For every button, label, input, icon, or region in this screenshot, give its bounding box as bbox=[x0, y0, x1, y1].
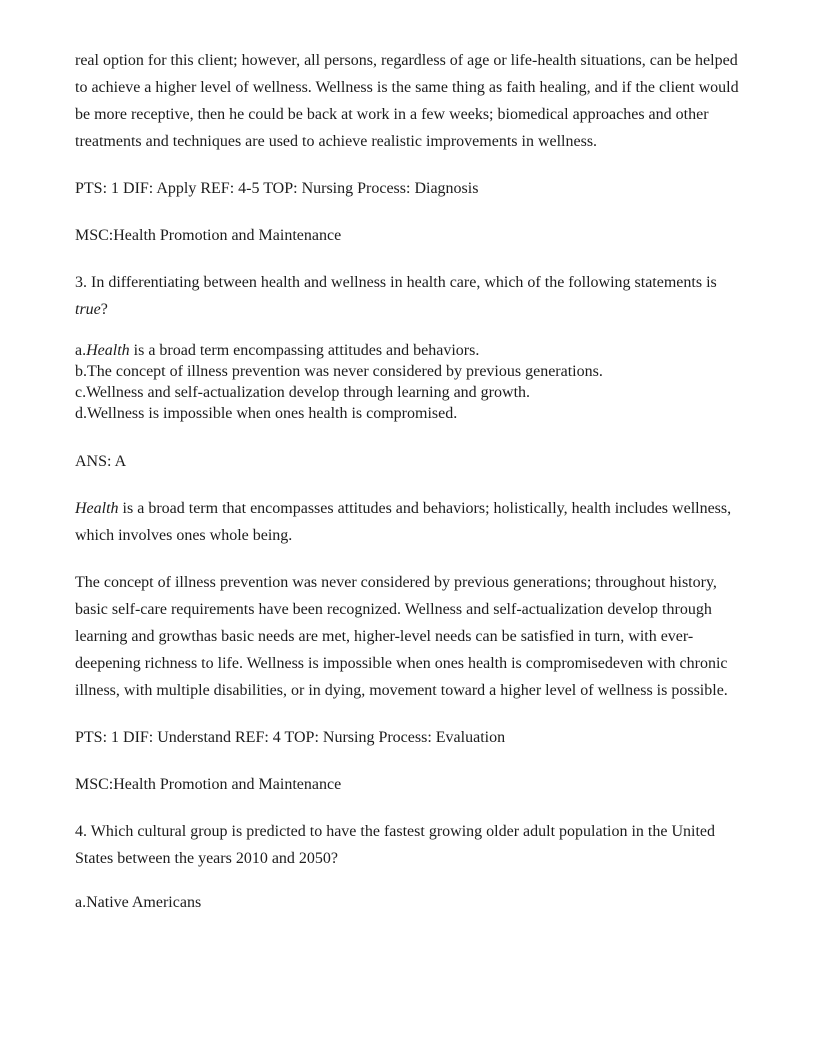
meta-line-pts-q2: PTS: 1 DIF: Apply REF: 4-5 TOP: Nursing Process: Diagnosis bbox=[75, 180, 479, 197]
rationale-italic-word: Health bbox=[75, 500, 119, 517]
meta-line-pts-q3: PTS: 1 DIF: Understand REF: 4 TOP: Nursing Process: Evaluation bbox=[75, 729, 506, 746]
question-3-option-c: c.Wellness and self-actualization develop through learning and growth. bbox=[75, 384, 531, 401]
meta-line-msc-q3: MSC:Health Promotion and Maintenance bbox=[75, 776, 342, 793]
question-3 bbox=[75, 269, 747, 323]
question-3-option-d: d.Wellness is impossible when ones health is compromised. bbox=[75, 405, 458, 422]
option-a-italic-word: Health bbox=[86, 342, 130, 359]
intro-paragraph: real option for this client; however, all persons, regardless of age or life-health situations, can be helped to achieve a higher level of wellness. Wellness is the same thing as faith healing, and if the client would be more receptive, then he could be back at work in a few weeks; biomedical approaches and other treatments and techniques are used to achieve realistic improvements in wellness. bbox=[75, 52, 739, 150]
option-a-letter: a. bbox=[75, 342, 87, 359]
question-4: 4. Which cultural group is predicted to have the fastest growing older adult population in the United States between the years 2010 and 2050? bbox=[75, 823, 715, 867]
rationale-text: is a broad term that encompasses attitudes and behaviors; holistically, health includes wellness, which involves ones whole being. bbox=[75, 500, 732, 544]
rationale-q3-distractors: The concept of illness prevention was never considered by previous generations; throughout history, basic self-care requirements have been recognized. Wellness and self-actualization develop through learning and growthas basic needs are met, higher-level needs can be satisfied in turn, with ever-deepening richness to life. Wellness is impossible when ones health is compromisedeven with chronic illness, with multiple disabilities, or in dying, movement toward a higher level of wellness is possible. bbox=[75, 574, 728, 699]
question-3-option-a bbox=[75, 340, 747, 361]
meta-line-msc-q2: MSC:Health Promotion and Maintenance bbox=[75, 227, 342, 244]
question-3-italic-word: true bbox=[75, 301, 101, 318]
rationale-q3-correct bbox=[75, 495, 747, 549]
answer-line-q3: ANS: A bbox=[75, 453, 127, 470]
question-3-suffix: ? bbox=[100, 301, 108, 318]
question-3-option-b: b.The concept of illness prevention was never considered by previous generations. bbox=[75, 363, 603, 380]
question-3-options bbox=[75, 340, 747, 424]
question-3-text: 3. In differentiating between health and wellness in health care, which of the following statements is bbox=[75, 274, 717, 291]
option-a-text: is a broad term encompassing attitudes and behaviors. bbox=[129, 342, 480, 359]
question-4-option-a: a.Native Americans bbox=[75, 894, 202, 911]
